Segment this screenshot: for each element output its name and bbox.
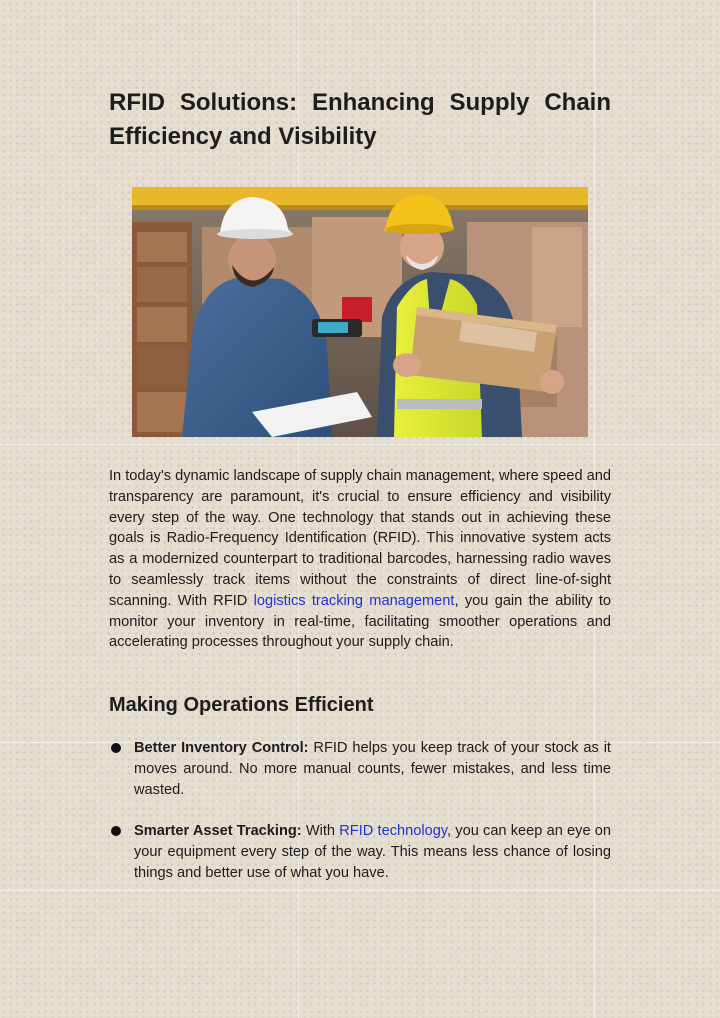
bullet-title: Smarter Asset Tracking:	[134, 823, 302, 839]
article-header	[109, 86, 611, 154]
rfid-technology-link[interactable]: RFID technology	[339, 823, 448, 839]
article-title-line2: Efficiency and Visibility	[109, 123, 377, 150]
warehouse-rfid-photo	[132, 187, 588, 437]
list-item-inventory-control	[109, 738, 611, 800]
bullet-icon	[111, 743, 121, 753]
section-heading: Making Operations Efficient	[109, 694, 374, 716]
intro-text-part1: In today's dynamic landscape of supply chain management, where speed and transparency are paramount, it's crucial to ensure efficiency and visibility every step of the way. One technology that stands out in achieving these goals is Radio-Frequency Identification (RFID). This innovative system acts as a modernized counterpart to traditional barcodes, harnessing radio waves to seamlessly track items without the constraints of direct line-of-sight scanning. With RFID	[109, 468, 611, 609]
logistics-tracking-link[interactable]: logistics tracking management	[253, 592, 455, 609]
bullet-text: , you can keep an eye on your equipment every step of the way. This means less chance of losing things and better use of what you have.	[134, 823, 612, 881]
background-gridline	[0, 890, 720, 891]
background-gridline	[0, 444, 720, 445]
article-title	[109, 86, 611, 154]
article-title-line1: RFID Solutions: Enhancing Supply Chain	[109, 89, 611, 116]
bullet-title: Better Inventory Control:	[134, 740, 309, 756]
list-item-asset-tracking	[109, 821, 611, 883]
bullet-pre-text: With	[301, 823, 340, 839]
bullet-icon	[111, 826, 121, 836]
intro-text-part2: , you gain the ability to monitor your inventory in real-time, facilitating smoother operations and accelerating processes throughout your supply chain.	[109, 592, 612, 651]
intro-paragraph	[109, 466, 611, 653]
bullet-text: RFID helps you keep track of your stock as it moves around. No more manual counts, fewer mistakes, and less time wasted.	[134, 740, 611, 798]
